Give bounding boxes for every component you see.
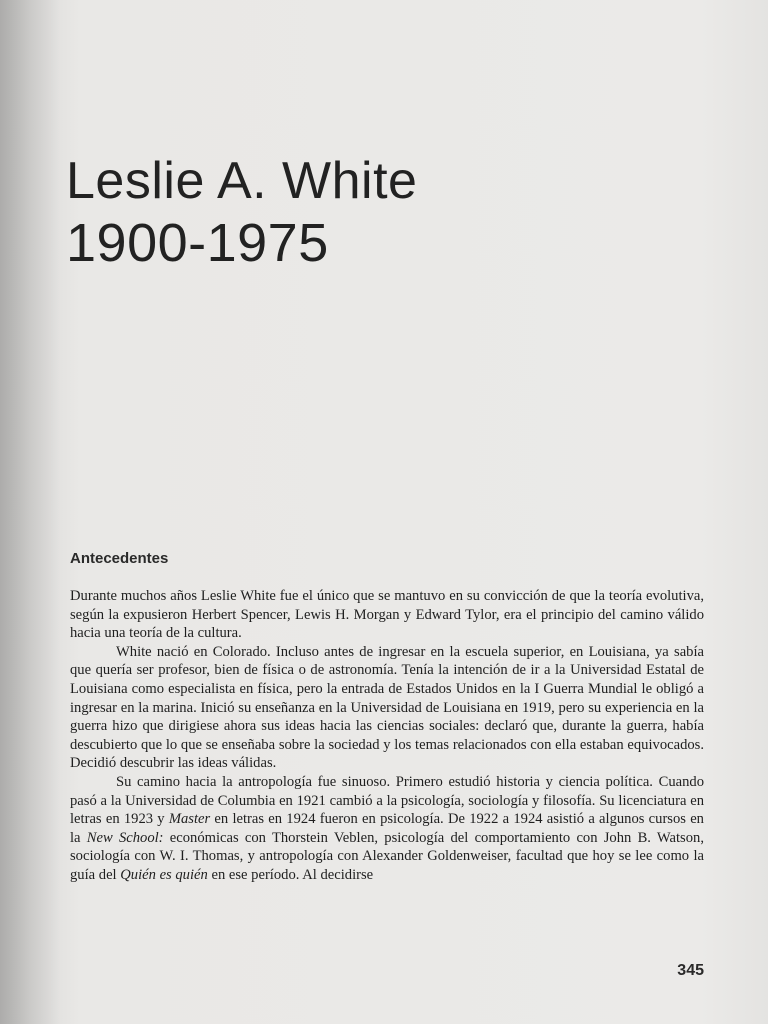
paragraph-text: en letras en 1924 fueron en psicología. De 1922 a 1924 asistió a algunos cursos en la bbox=[70, 811, 704, 846]
page-number: 345 bbox=[677, 962, 704, 979]
paragraph-text: en ese período. Al decidirse bbox=[207, 866, 374, 883]
paragraph-text: económicas con Thorstein Veblen, psicología del comportamiento con John B. Watson, sociología con W. I. Thomas, y antropología con Alexander Goldenweiser, facultad que hoy se lee como la guía del bbox=[70, 829, 704, 883]
chapter-title-name: Leslie A. White bbox=[66, 152, 418, 210]
chapter-title bbox=[66, 150, 417, 274]
italic-text: Master bbox=[168, 811, 211, 828]
body-paragraph bbox=[70, 587, 704, 643]
body-paragraph bbox=[70, 643, 704, 773]
paragraph-text: Durante muchos años Leslie White fue el único que se mantuvo en su convicción de que la teoría evolutiva, según la expusieron Herbert Spencer, Lewis H. Morgan y Edward Tylor, era el principio del camino válido hacia una teoría de la cultura. bbox=[70, 588, 704, 642]
gutter-shadow bbox=[0, 0, 60, 1024]
body-paragraph bbox=[70, 773, 704, 885]
section-heading: Antecedentes bbox=[70, 550, 169, 567]
italic-text: New School: bbox=[86, 829, 164, 846]
chapter-title-years: 1900-1975 bbox=[66, 213, 329, 273]
body-text bbox=[70, 587, 704, 885]
paragraph-text: White nació en Colorado. Incluso antes de ingresar en la escuela superior, en Louisiana, ya sabía que quería ser profesor, bien de física o de astronomía. Tenía la intención de ir a la Universidad Estatal de Louisiana como especialista en física, pero la entrada de Estados Unidos en la I Guerra Mundial le obligó a ingresar en la marina. Inició su enseñanza en la Universidad de Louisiana en 1919, pero su experiencia en la guerra hizo que dirigiese ahora sus ideas hacia las ciencias sociales: declaró que, durante la guerra, había descubierto que lo que se enseñaba sobre la sociedad y los temas relacionados con ella estaban equivocados. Decidió descubrir las ideas válidas. bbox=[70, 643, 704, 772]
italic-text: Quién es quién bbox=[120, 866, 208, 883]
paragraph-text: Su camino hacia la antropología fue sinuoso. Primero estudió historia y ciencia política. Cuando pasó a la Universidad de Columbia en 1921 cambió a la psicología, sociología y filosofía. Su licenciatura en letras en 1923 y bbox=[70, 773, 704, 828]
